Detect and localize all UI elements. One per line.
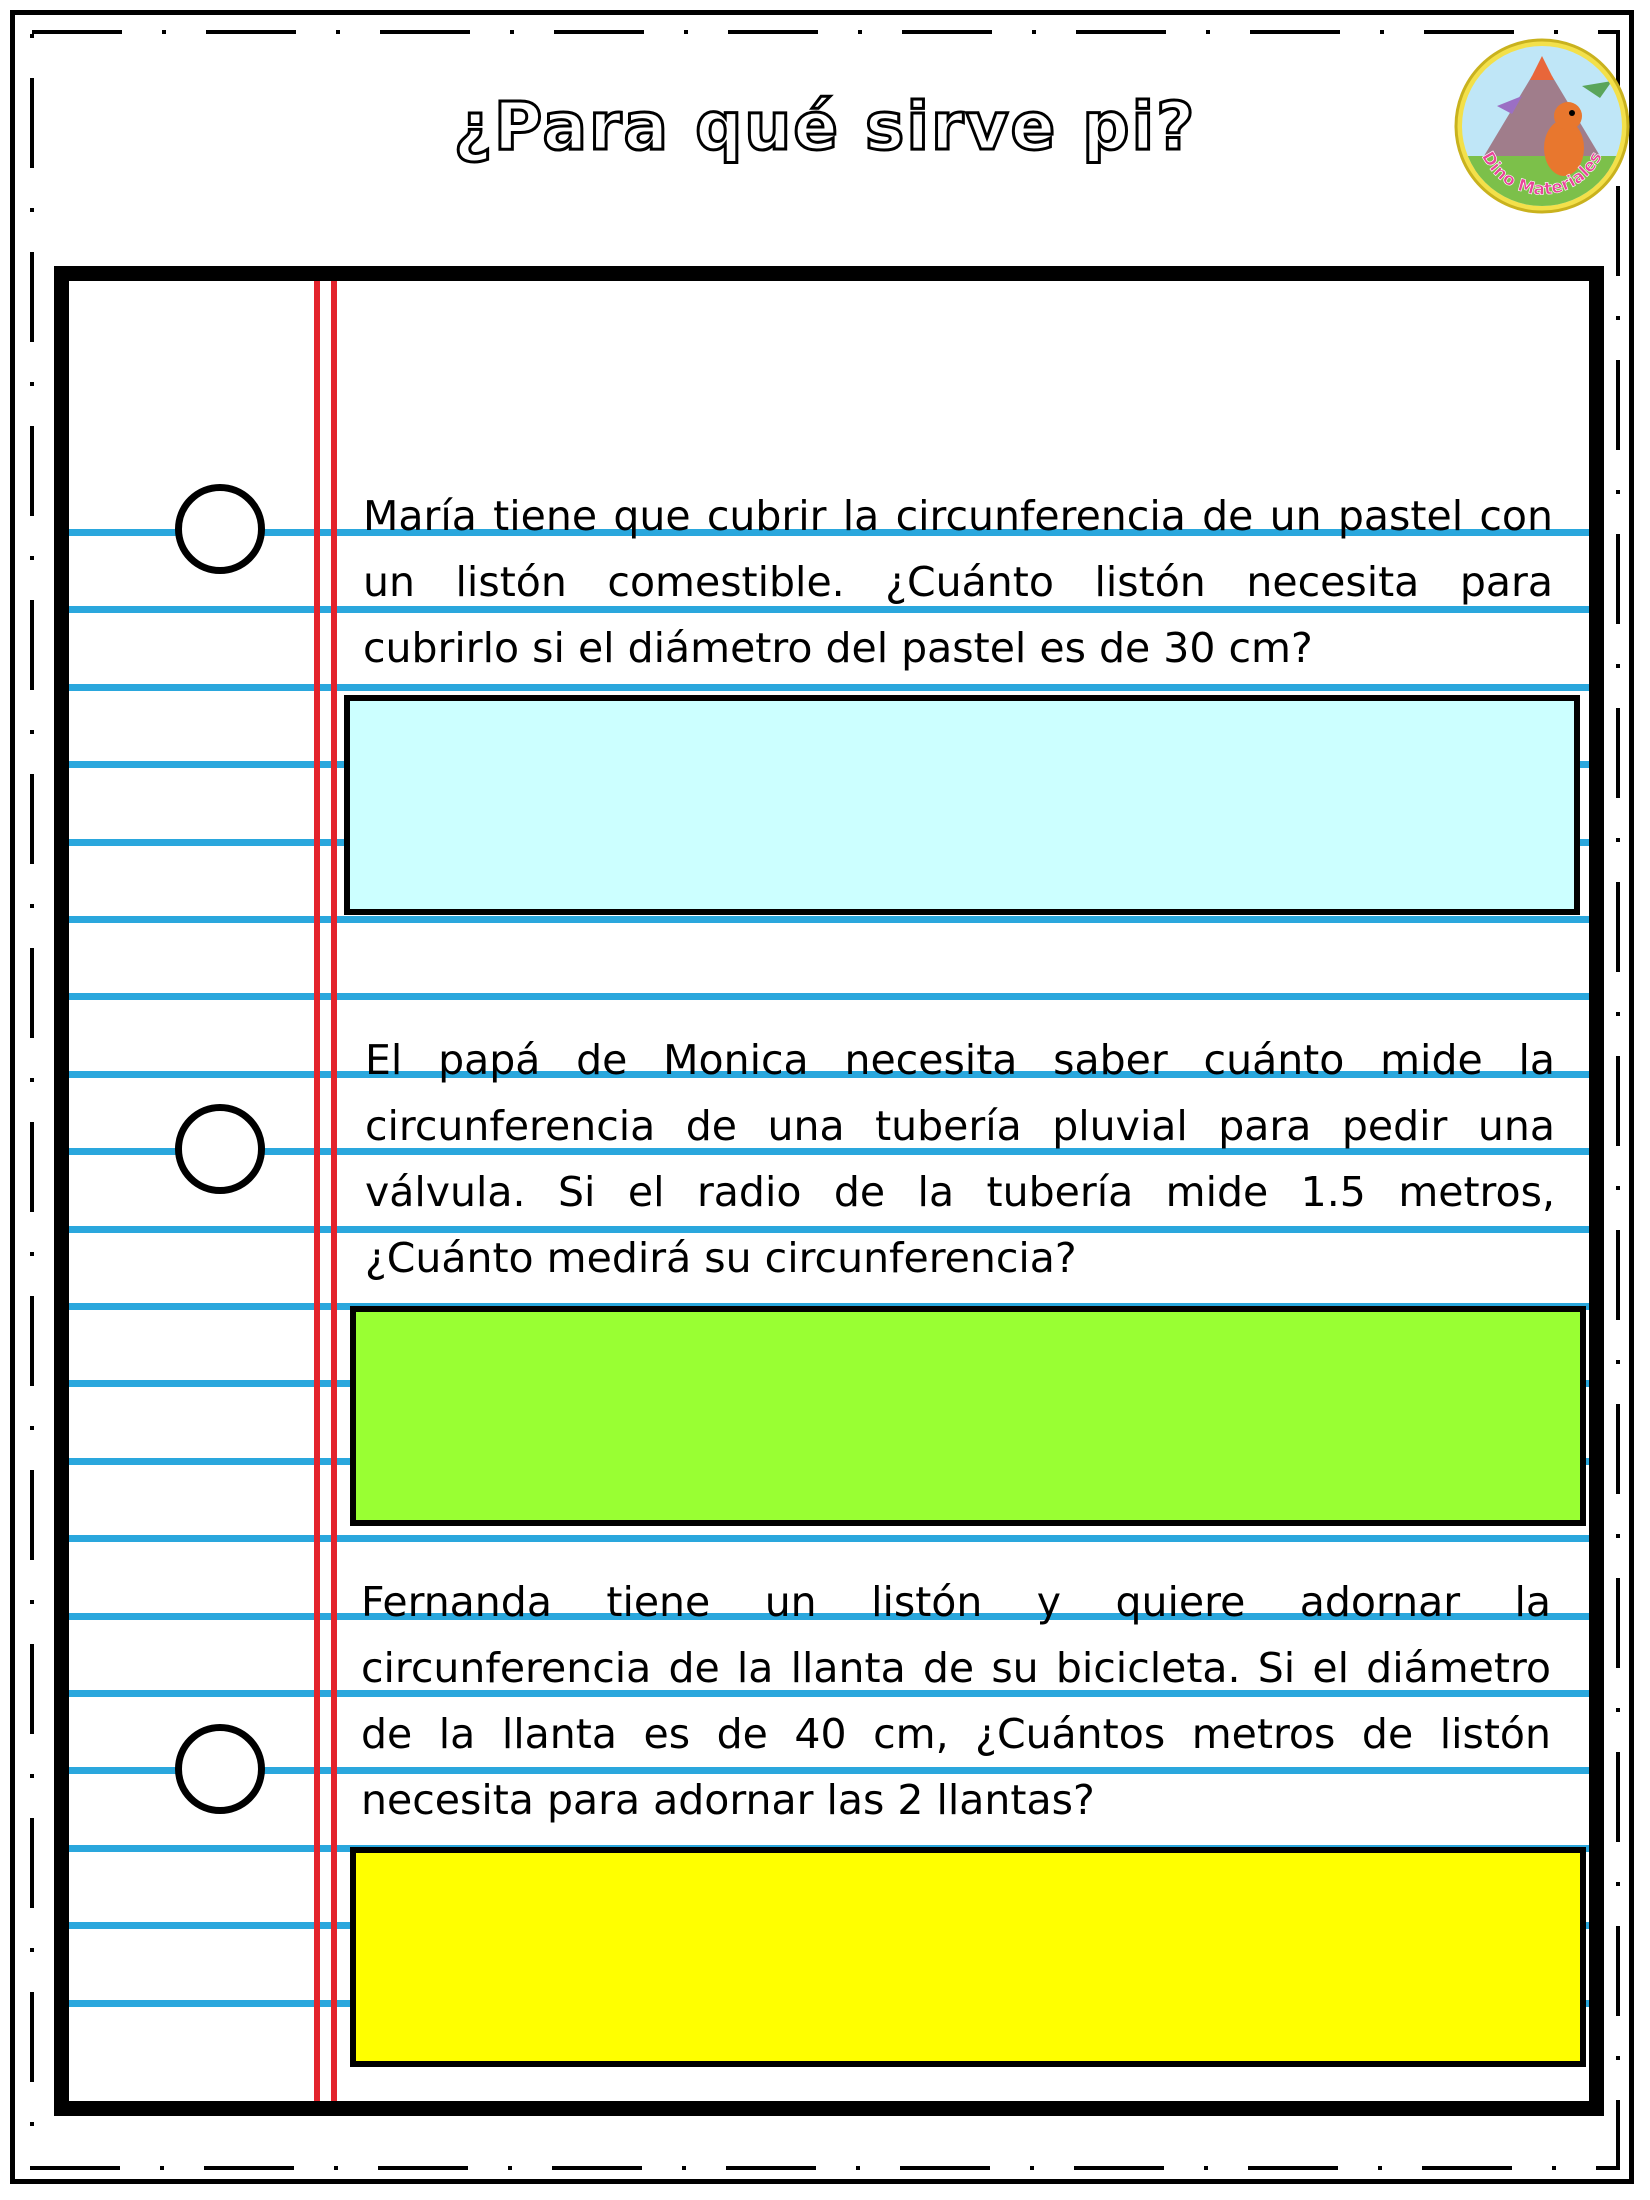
binder-hole-top: [175, 484, 265, 574]
ruled-line: [69, 993, 1589, 1000]
margin-line-left: [314, 281, 320, 2101]
margin-line-right: [331, 281, 337, 2101]
ruled-line: [69, 1535, 1589, 1542]
binder-hole-middle: [175, 1104, 265, 1194]
notebook-page: [54, 266, 1604, 2116]
problem-1-text: María tiene que cubrir la circunferencia de un pastel con un listón comestible. ¿Cuánto listón necesita para cubrirlo si el diámetro del pastel es de 30 cm?: [363, 492, 1553, 672]
logo-text: Dino Materiales: [1477, 148, 1607, 200]
problem-2-answer-box[interactable]: [350, 1306, 1586, 1526]
ruled-line: [69, 916, 1589, 923]
page-title: ¿Para qué sirve pi?: [453, 88, 1197, 165]
problem-1-answer-box[interactable]: [344, 695, 1580, 915]
problem-3-text: Fernanda tiene un listón y quiere adornar la circunferencia de la llanta de su bicicleta. Si el diámetro de la llanta es de 40 cm, ¿Cuántos metros de listón necesita para adornar las 2 llantas?: [361, 1578, 1551, 1824]
dino-logo-icon: [1452, 36, 1632, 216]
binder-hole-bottom: [175, 1724, 265, 1814]
problem-3-answer-box[interactable]: [350, 1847, 1586, 2067]
problem-2-text: El papá de Monica necesita saber cuánto mide la circunferencia de una tubería pluvial para pedir una válvula. Si el radio de la tubería mide 1.5 metros, ¿Cuánto medirá su circunferencia?: [365, 1036, 1555, 1282]
ruled-line: [69, 684, 1589, 691]
